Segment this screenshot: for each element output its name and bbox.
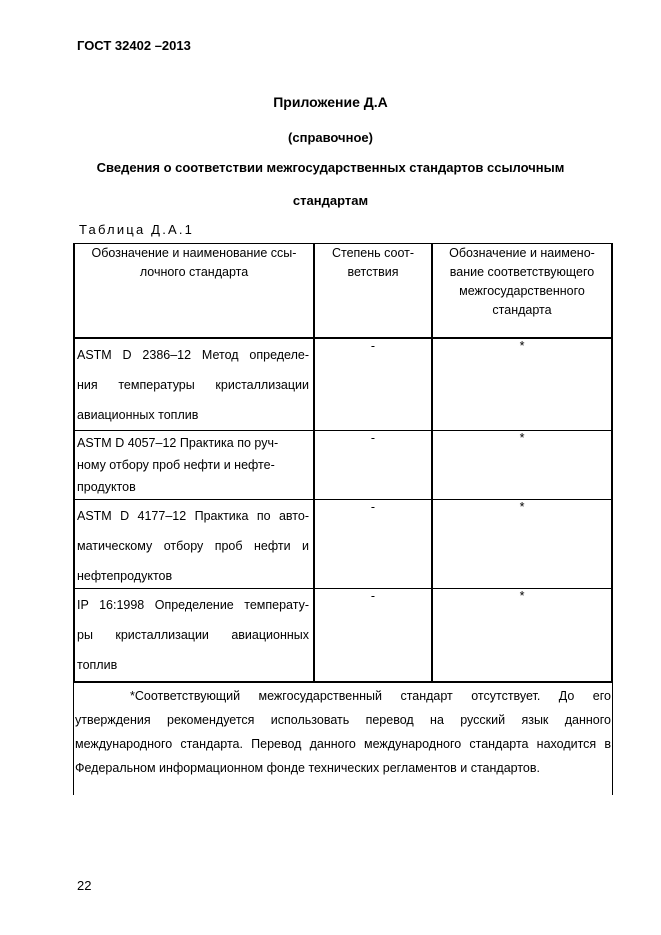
table-row <box>77 340 309 430</box>
column-header-line: ветствия <box>347 265 399 279</box>
table-caption: Таблица Д.А.1 <box>79 222 195 237</box>
row-text-line: IP 16:1998 Определение температу- <box>77 598 309 612</box>
footnote-border-left <box>73 683 74 795</box>
table-divider-2 <box>431 243 433 683</box>
table-row <box>77 501 309 591</box>
row-text-line: ASTM D 2386–12 Метод определе- <box>77 348 309 362</box>
table-divider-1 <box>313 243 315 683</box>
degree-value: - <box>370 431 376 445</box>
table-row <box>77 432 309 498</box>
appendix-kind: (справочное) <box>288 130 373 145</box>
correspondence-table <box>73 243 613 683</box>
row-text-line: продуктов <box>77 480 136 494</box>
degree-value: - <box>370 500 376 514</box>
table-border-right <box>611 243 613 683</box>
table-border-bottom <box>73 681 613 683</box>
row-text-line: матическому отбору проб нефти и <box>77 539 309 553</box>
row-text-line: ASTM D 4057–12 Практика по руч- <box>77 436 279 450</box>
column-header-equivalent <box>435 244 609 320</box>
column-header-degree <box>317 244 429 282</box>
column-header-line: вание соответствующего <box>449 265 595 279</box>
document-code: ГОСТ 32402 –2013 <box>77 38 191 53</box>
equivalent-value: * <box>519 500 525 514</box>
appendix-heading-line1: Сведения о соответствии межгосударственных стандартов ссылочным <box>96 160 565 175</box>
column-header-reference <box>77 244 311 282</box>
column-header-line: Обозначение и наименование ссы- <box>91 246 297 260</box>
row-text-line: топлив <box>77 658 118 672</box>
row-text-line: ASTM D 4177–12 Практика по авто- <box>77 509 309 523</box>
row-text-line: ному отбору проб нефти и нефте- <box>77 458 275 472</box>
degree-value: - <box>370 339 376 353</box>
row-text-line: нефтепродуктов <box>77 569 173 583</box>
degree-value: - <box>370 589 376 603</box>
table-row <box>77 590 309 680</box>
column-header-line: Обозначение и наимено- <box>449 246 595 260</box>
appendix-title: Приложение Д.А <box>273 94 388 110</box>
footnote-border-right <box>612 683 613 795</box>
column-header-line: лочного стандарта <box>139 265 249 279</box>
table-footnote: *Соответствующий межгосударственный стандарт отсутствует. До его утверждения рекомендуется использовать перевод на русский язык данного международного стандарта. Перевод данного международного стандарта находится в Федеральном информационном фонде технических регламентов и стандартов. <box>75 689 611 775</box>
column-header-line: стандарта <box>492 303 552 317</box>
appendix-heading-line2: стандартам <box>292 193 369 208</box>
row-text-line: ния температуры кристаллизации <box>77 378 309 392</box>
page-number: 22 <box>77 878 92 893</box>
equivalent-value: * <box>519 589 525 603</box>
row-text-line: ры кристаллизации авиационных <box>77 628 309 642</box>
column-header-line: Степень соот- <box>331 246 415 260</box>
table-border-left <box>73 243 75 683</box>
equivalent-value: * <box>519 431 525 445</box>
equivalent-value: * <box>519 339 525 353</box>
row-text-line: авиационных топлив <box>77 408 199 422</box>
column-header-line: межгосударственного <box>459 284 585 298</box>
